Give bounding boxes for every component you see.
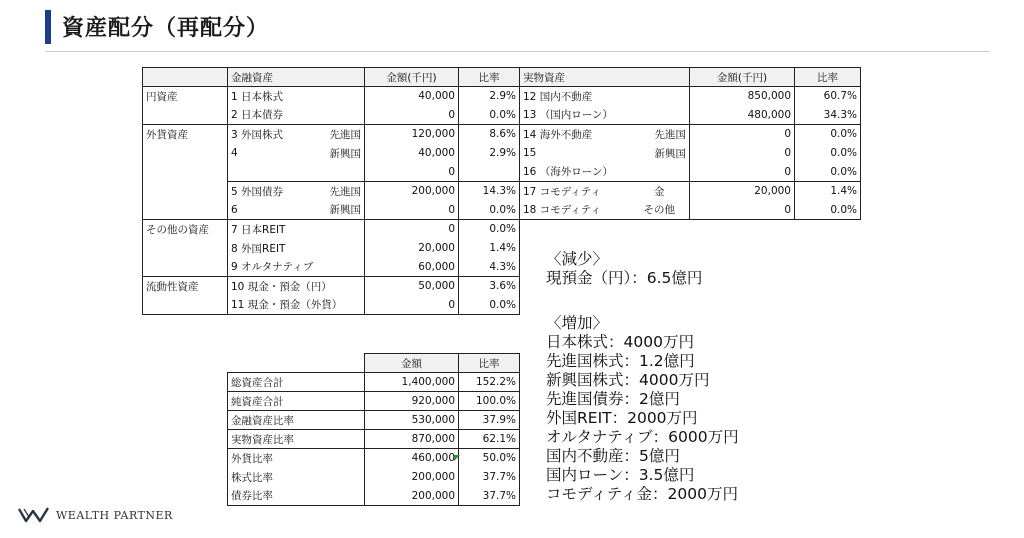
table-row (143, 239, 861, 258)
item-amount: 0 (365, 296, 459, 315)
increase-item: 先進国債券：2億円 (546, 390, 680, 408)
real-item-amount: 0 (690, 163, 795, 182)
logo-text: WEALTH PARTNER (56, 508, 173, 522)
summary-header-row (228, 354, 520, 373)
real-item-label: 12 国内不動産 (520, 87, 690, 106)
real-item-amount: 0 (690, 201, 795, 220)
real-item-label: 16 （海外ローン） (520, 163, 690, 182)
item-ratio (459, 163, 520, 182)
summary-row (228, 449, 520, 468)
real-item-ratio: 1.4% (795, 182, 861, 201)
company-logo (18, 507, 173, 523)
real-item-label: 18 コモディティ (520, 201, 630, 220)
real-item-sub: 金 (630, 182, 690, 201)
real-item-amount: 480,000 (690, 106, 795, 125)
summary-amount: 200,000 (365, 468, 459, 487)
item-sub: 新興国 (298, 144, 365, 163)
table-header-row (143, 68, 861, 87)
item-label: 11 現金・預金（外貨） (228, 296, 365, 315)
real-item-sub: その他 (630, 201, 690, 220)
increase-item: 国内ローン：3.5億円 (546, 466, 695, 484)
item-amount: 0 (365, 106, 459, 125)
header-real: 実物資産 (520, 68, 690, 87)
cell-comment-marker (454, 455, 460, 461)
item-label: 3 外国株式 (228, 125, 298, 144)
item-ratio: 4.3% (459, 258, 520, 277)
real-item-ratio: 0.0% (795, 201, 861, 220)
summary-label: 純資産合計 (228, 392, 365, 411)
item-label: 2 日本債券 (228, 106, 365, 125)
header-financial: 金融資産 (228, 68, 365, 87)
real-item-amount: 0 (690, 125, 795, 144)
item-ratio: 1.4% (459, 239, 520, 258)
header-amount: 金額(千円) (365, 68, 459, 87)
summary-amount: 920,000 (365, 392, 459, 411)
table-row (143, 163, 861, 182)
summary-ratio: 37.7% (459, 487, 520, 506)
asset-allocation-table (142, 67, 861, 315)
category-foreign: 外貨資産 (143, 125, 228, 144)
item-ratio: 0.0% (459, 296, 520, 315)
item-ratio: 3.6% (459, 277, 520, 296)
table-row (143, 87, 861, 106)
item-label: 9 オルタナティブ (228, 258, 365, 277)
decrease-notes (546, 250, 702, 288)
header-blank (143, 68, 228, 87)
item-ratio: 2.9% (459, 87, 520, 106)
summary-ratio: 37.7% (459, 468, 520, 487)
item-amount: 20,000 (365, 239, 459, 258)
item-amount: 0 (365, 201, 459, 220)
summary-ratio: 152.2% (459, 373, 520, 392)
increase-item: 日本株式：4000万円 (546, 333, 694, 351)
category-liquidity: 流動性資産 (143, 277, 228, 296)
real-item-amount: 850,000 (690, 87, 795, 106)
increase-heading: 〈増加〉 (546, 314, 609, 332)
summary-table (227, 353, 520, 506)
real-item-amount: 20,000 (690, 182, 795, 201)
title-accent-bar (45, 10, 51, 44)
real-item-label: 15 (520, 144, 630, 163)
summary-label: 金融資産比率 (228, 411, 365, 430)
summary-row (228, 392, 520, 411)
summary-row (228, 411, 520, 430)
increase-item: 先進国株式：1.2億円 (546, 352, 695, 370)
summary-ratio: 62.1% (459, 430, 520, 449)
item-amount: 0 (365, 220, 459, 239)
summary-label: 債券比率 (228, 487, 365, 506)
summary-label: 株式比率 (228, 468, 365, 487)
increase-item: コモディティ金：2000万円 (546, 485, 738, 503)
summary-row (228, 430, 520, 449)
header-real-ratio: 比率 (795, 68, 861, 87)
real-item-sub: 新興国 (630, 144, 690, 163)
item-amount: 0 (365, 163, 459, 182)
summary-amount: 460,000 (365, 449, 459, 468)
category-other: その他の資産 (143, 220, 228, 239)
summary-amount: 1,400,000 (365, 373, 459, 392)
real-item-ratio: 60.7% (795, 87, 861, 106)
item-ratio: 14.3% (459, 182, 520, 201)
item-sub: 先進国 (298, 182, 365, 201)
item-amount: 40,000 (365, 144, 459, 163)
increase-item: 国内不動産：5億円 (546, 447, 680, 465)
summary-header-ratio: 比率 (459, 354, 520, 373)
real-item-label: 13 （国内ローン） (520, 106, 690, 125)
real-item-sub: 先進国 (630, 125, 690, 144)
summary-row (228, 373, 520, 392)
table-row (143, 258, 861, 277)
real-item-ratio: 0.0% (795, 125, 861, 144)
item-amount: 60,000 (365, 258, 459, 277)
item-amount: 200,000 (365, 182, 459, 201)
real-item-ratio: 0.0% (795, 144, 861, 163)
summary-label: 外貨比率 (228, 449, 365, 468)
real-item-ratio: 0.0% (795, 163, 861, 182)
table-row (143, 220, 861, 239)
item-amount: 120,000 (365, 125, 459, 144)
increase-item: 外国REIT：2000万円 (546, 409, 698, 427)
real-item-ratio: 34.3% (795, 106, 861, 125)
title-divider (45, 51, 990, 52)
summary-header-amount: 金額 (365, 354, 459, 373)
increase-item: 新興国株式：4000万円 (546, 371, 710, 389)
decrease-item: 現預金（円）：6.5億円 (546, 269, 703, 287)
item-ratio: 0.0% (459, 106, 520, 125)
table-row (143, 277, 861, 296)
item-label: 1 日本株式 (228, 87, 365, 106)
item-label: 6 (228, 201, 298, 220)
item-ratio: 8.6% (459, 125, 520, 144)
item-label: 8 外国REIT (228, 239, 365, 258)
summary-ratio: 100.0% (459, 392, 520, 411)
table-row (143, 125, 861, 144)
category-yen: 円資産 (143, 87, 228, 106)
item-sub: 新興国 (298, 201, 365, 220)
header-ratio: 比率 (459, 68, 520, 87)
increase-notes (546, 314, 739, 504)
summary-ratio: 50.0% (459, 449, 520, 468)
table-row (143, 296, 861, 315)
table-row (143, 182, 861, 201)
item-label: 10 現金・預金（円） (228, 277, 365, 296)
summary-label: 実物資産比率 (228, 430, 365, 449)
item-label: 7 日本REIT (228, 220, 365, 239)
item-label (228, 163, 365, 182)
summary-label: 総資産合計 (228, 373, 365, 392)
increase-item: オルタナティブ：6000万円 (546, 428, 739, 446)
item-label: 5 外国債券 (228, 182, 298, 201)
item-ratio: 0.0% (459, 220, 520, 239)
item-label: 4 (228, 144, 298, 163)
item-sub: 先進国 (298, 125, 365, 144)
table-row (143, 144, 861, 163)
summary-row (228, 468, 520, 487)
summary-amount: 530,000 (365, 411, 459, 430)
item-amount: 40,000 (365, 87, 459, 106)
real-item-label: 17 コモディティ (520, 182, 630, 201)
item-ratio: 0.0% (459, 201, 520, 220)
summary-ratio: 37.9% (459, 411, 520, 430)
table-row (143, 201, 861, 220)
item-ratio: 2.9% (459, 144, 520, 163)
summary-amount: 200,000 (365, 487, 459, 506)
decrease-heading: 〈減少〉 (546, 250, 609, 268)
w-mark-icon (18, 507, 50, 523)
page-title: 資産配分（再配分） (62, 16, 270, 41)
real-item-amount: 0 (690, 144, 795, 163)
header-real-amount: 金額(千円) (690, 68, 795, 87)
item-amount: 50,000 (365, 277, 459, 296)
real-item-label: 14 海外不動産 (520, 125, 630, 144)
table-row (143, 106, 861, 125)
summary-amount: 870,000 (365, 430, 459, 449)
summary-row (228, 487, 520, 506)
